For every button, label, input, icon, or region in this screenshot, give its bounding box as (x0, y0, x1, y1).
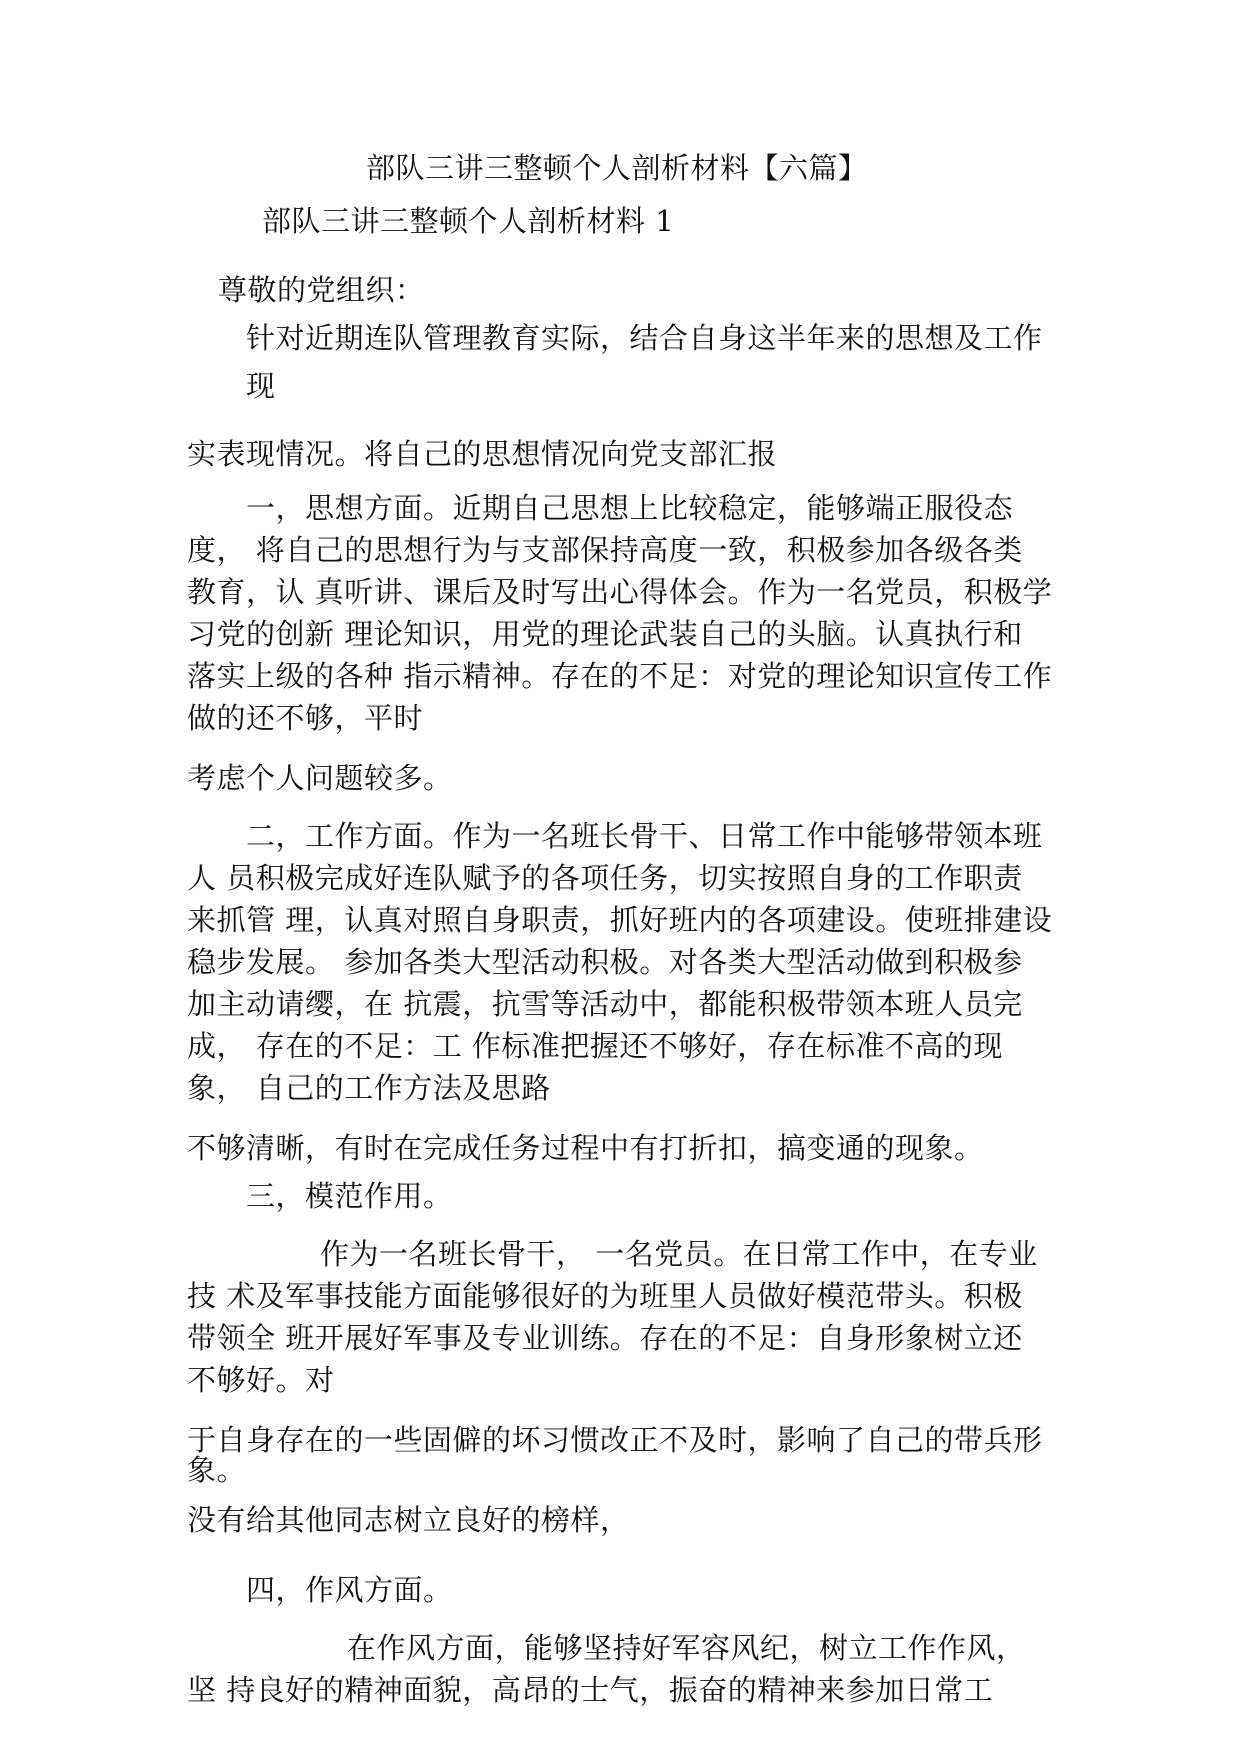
paragraph-line: 象。 (187, 1453, 247, 1487)
paragraph-line: 带领全 班开展好军事及专业训练。存在的不足：自身形象树立还 (187, 1321, 1023, 1355)
paragraph-line: 度， 将自己的思想行为与支部保持高度一致，积极参加各级各类 (187, 533, 1023, 567)
paragraph-line: 加主动请缨，在 抗震，抗雪等活动中，都能积极带领本班人员完 (187, 987, 1023, 1021)
paragraph-line: 考虑个人问题较多。 (187, 761, 453, 795)
paragraph-line: 作为一名班长骨干， 一名党员。在日常工作中，在专业 (320, 1237, 1038, 1271)
paragraph-line: 做的还不够，平时 (187, 701, 424, 735)
document-title: 部队三讲三整顿个人剖析材料【六篇】 (366, 151, 868, 185)
salutation: 尊敬的党组织： (218, 273, 425, 307)
paragraph-line: 习党的创新 理论知识，用党的理论武装自己的头脑。认真执行和 (187, 617, 1023, 651)
paragraph-line: 不够好。对 (187, 1363, 335, 1397)
paragraph-line: 坚 持良好的精神面貌，高昂的士气，振奋的精神来参加日常工 (187, 1673, 994, 1707)
paragraph-line: 象， 自己的工作方法及思路 (187, 1071, 551, 1105)
paragraph-line: 落实上级的各种 指示精神。存在的不足：对党的理论知识宣传工作 (187, 659, 1053, 693)
paragraph-line: 四，作风方面。 (246, 1573, 453, 1607)
paragraph-line: 三，模范作用。 (246, 1179, 453, 1213)
paragraph-line: 在作风方面，能够坚持好军容风纪，树立工作作风， (347, 1631, 1026, 1665)
paragraph-line: 成， 存在的不足：工 作标准把握还不够好，存在标准不高的现 (187, 1029, 1003, 1063)
paragraph-line: 技 术及军事技能方面能够很好的为班里人员做好模范带头。积极 (187, 1279, 1023, 1313)
paragraph-line: 实表现情况。将自己的思想情况向党支部汇报 (187, 437, 778, 471)
paragraph-line: 针对近期连队管理教育实际，结合自身这半年来的思想及工作 (246, 321, 1043, 355)
paragraph-line: 稳步发展。 参加各类大型活动积极。对各类大型活动做到积极参 (187, 945, 1023, 979)
paragraph-line: 于自身存在的一些固僻的坏习惯改正不及时，影响了自己的带兵形 (187, 1423, 1043, 1457)
section-heading: 部队三讲三整顿个人剖析材料 1 (262, 204, 675, 238)
paragraph-line: 教育，认 真听讲、课后及时写出心得体会。作为一名党员，积极学 (187, 575, 1053, 609)
paragraph-line: 人 员积极完成好连队赋予的各项任务，切实按照自身的工作职责 (187, 861, 1023, 895)
paragraph-line: 没有给其他同志树立良好的榜样， (187, 1503, 630, 1537)
paragraph-line: 一，思想方面。近期自己思想上比较稳定，能够端正服役态 (246, 491, 1014, 525)
paragraph-line: 现 (246, 369, 276, 403)
paragraph-line: 来抓管 理，认真对照自身职责，抓好班内的各项建设。使班排建设 (187, 903, 1053, 937)
paragraph-line: 不够清晰，有时在完成任务过程中有打折扣，搞变通的现象。 (187, 1131, 984, 1165)
paragraph-line: 二，工作方面。作为一名班长骨干、日常工作中能够带领本班 (246, 819, 1043, 853)
